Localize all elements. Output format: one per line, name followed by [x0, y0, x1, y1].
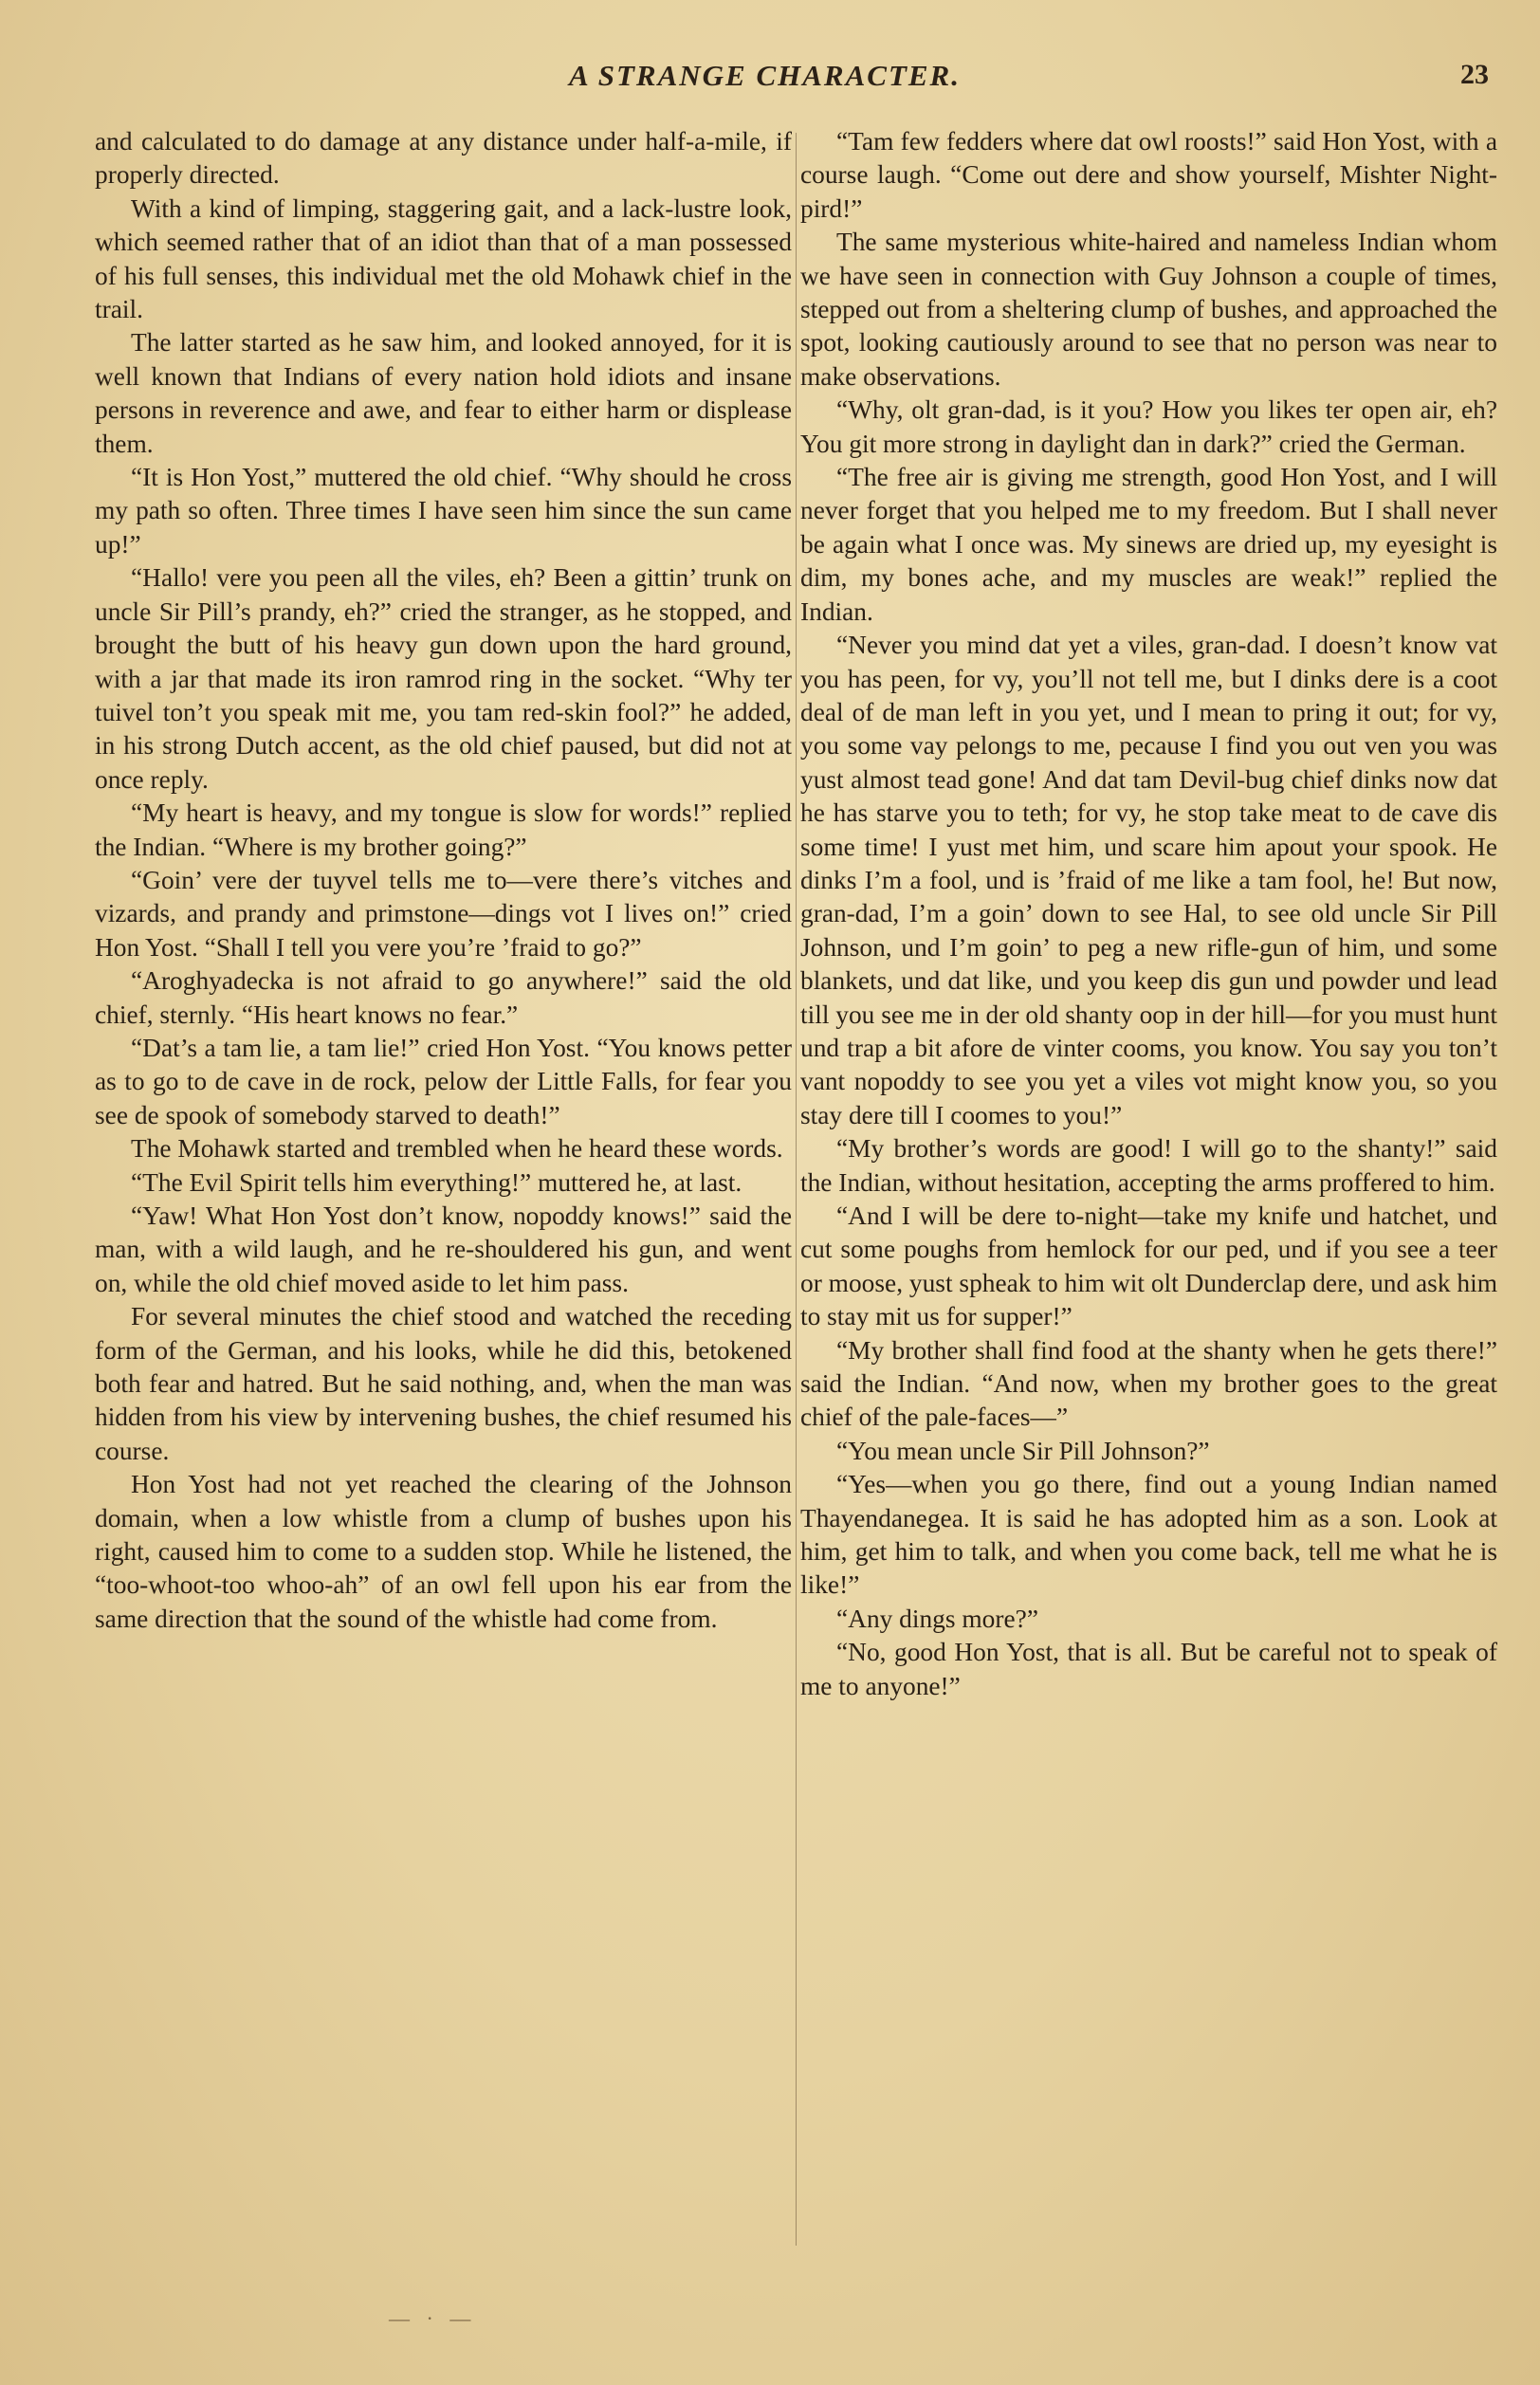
paragraph: “Yes—when you go there, find out a young Indian named Thayendanegea. It is said he has adopted him as a son. Look at him, get him to talk, and when you come back, tell me what he is like!”: [800, 1470, 1497, 1600]
paragraph: “My brother shall find food at the shanty when he gets there!” said the Indian. “And now, when my brother goes to the great chief of the pale-faces—”: [800, 1335, 1497, 1432]
paragraph: “Yaw! What Hon Yost don’t know, nopoddy knows!” said the man, with a wild laugh, and he re-shouldered his gun, and went on, while the old chief moved aside to let him pass.: [95, 1202, 792, 1297]
column-divider: [796, 133, 797, 2246]
paragraph: “My brother’s words are good! I will go to the shanty!” said the Indian, without hesitation, accepting the arms proffered to him.: [800, 1134, 1497, 1197]
paragraph: “Aroghyadecka is not afraid to go anywhere!” said the old chief, sternly. “His heart knows no fear.”: [95, 966, 792, 1029]
running-title: A STRANGE CHARACTER.: [569, 59, 961, 92]
paragraph: “Goin’ vere der tuyvel tells me to—vere there’s vitches and vizards, and prandy and primstone—dings vot I lives on!” cried Hon Yost. “Shall I tell you vere you’re ’fraid to go?”: [95, 865, 792, 962]
paragraph: “Why, olt gran-dad, is it you? How you likes ter open air, eh? You git more strong in daylight dan in dark?” cried the German.: [800, 395, 1497, 458]
paragraph: “Tam few fedders where dat owl roosts!” said Hon Yost, with a course laugh. “Come out dere and show yourself, Mishter Night-pird!”: [800, 127, 1497, 223]
paragraph: “Any dings more?”: [836, 1604, 1038, 1633]
paragraph: “It is Hon Yost,” muttered the old chief. “Why should he cross my path so often. Three times I have seen him since the sun came up!”: [95, 463, 792, 559]
page-header: [531, 59, 1489, 106]
left-column: [95, 125, 792, 2249]
paragraph: “Hallo! vere you peen all the viles, eh? Been a gittin’ trunk on uncle Sir Pill’s prandy, eh?” cried the stranger, as he stopped, and brought the butt of his heavy gun down upon the hard ground, with a jar that made its iron ramrod ring in the socket. “Why ter tuivel ton’t you speak mit me, you tam red-skin fool?” he added, in his strong Dutch accent, as the old chief paused, but did not at once reply.: [95, 563, 792, 794]
paragraph: With a kind of limping, staggering gait, and a lack-lustre look, which seemed rather that of an idiot than that of a man possessed of his full senses, this individual met the old Mohawk chief in the trail.: [95, 193, 792, 324]
paragraph: Hon Yost had not yet reached the clearing of the Johnson domain, when a low whistle from a clump of bushes upon his right, caused him to come to a sudden stop. While he listened, the “too-whoot-too whoo-ah” of an owl fell upon his ear from the same direction that the sound of the whistle had come from.: [95, 1470, 792, 1633]
paragraph: “Dat’s a tam lie, a tam lie!” cried Hon Yost. “You knows petter as to go to de cave in de rock, pelow der Little Falls, for fear you see de spook of somebody starved to death!”: [95, 1033, 792, 1129]
paragraph: For several minutes the chief stood and watched the receding form of the German, and his looks, while he did this, betokened both fear and hatred. But he said nothing, and, when the man was hidden from his view by intervening bushes, the chief resumed his course.: [95, 1302, 792, 1465]
paragraph: The Mohawk started and trembled when he heard these words.: [131, 1134, 783, 1164]
footer-mark: — · —: [389, 2306, 477, 2330]
page-number: 23: [1460, 59, 1489, 90]
paragraph: “The free air is giving me strength, good Hon Yost, and I will never forget that you helped me to my freedom. But I shall never be again what I once was. My sinews are dried up, my eyesight is dim, my bones ache, and my muscles are weak!” replied the Indian.: [800, 463, 1497, 626]
paragraph: “No, good Hon Yost, that is all. But be careful not to speak of me to anyone!”: [800, 1638, 1497, 1700]
paragraph: “Never you mind dat yet a viles, gran-dad. I doesn’t know vat you has peen, for vy, you’ll not tell me, but I dinks dere is a coot deal of de man left in you yet, und I mean to pring it out; for vy, you some vay pelongs to me, pecause I find you out ven you was yust almost tead gone! And dat tam Devil-bug chief dinks now dat he has starve you to teth; for vy, he stop take meat to de cave dis some time! I yust met him, und scare him apout your spook. He dinks I’m a fool, und is ’fraid of me like a tam fool, he! But now, gran-dad, I’m a goin’ down to see Hal, to see old uncle Sir Pill Johnson, und I’m goin’ to peg a new rifle-gun of him, und some blankets, und dat like, und you keep dis gun und powder und lead till you see me in der old shanty oop in der hill—for you must hunt und trap a bit afore de vinter cooms, you know. You say you ton’t vant nopoddy to see you yet a viles vot might know you, so you stay dere till I coomes to you!”: [800, 631, 1497, 1129]
paragraph: “My heart is heavy, and my tongue is slow for words!” replied the Indian. “Where is my brother going?”: [95, 798, 792, 861]
paragraph: The same mysterious white-haired and nameless Indian whom we have seen in connection with Guy Johnson a couple of times, stepped out from a sheltering clump of bushes, and approached the spot, looking cautiously around to see that no person was near to make observations.: [800, 228, 1497, 391]
paragraph: “The Evil Spirit tells him everything!” muttered he, at last.: [131, 1167, 742, 1197]
paragraph: “And I will be dere to-night—take my knife und hatchet, und cut some poughs from hemlock for our ped, und if you see a teer or moose, yust spheak to him wit olt Dunderclap dere, und ask him to stay mit us for supper!”: [800, 1202, 1497, 1331]
paragraph: The latter started as he saw him, and looked annoyed, for it is well known that Indians of every nation hold idiots and insane persons in reverence and awe, and fear to either harm or displease them.: [95, 328, 792, 458]
paragraph: “You mean uncle Sir Pill Johnson?”: [836, 1436, 1210, 1465]
right-column: [800, 125, 1497, 2249]
paragraph: and calculated to do damage at any distance under half-a-mile, if properly directed.: [95, 127, 792, 190]
